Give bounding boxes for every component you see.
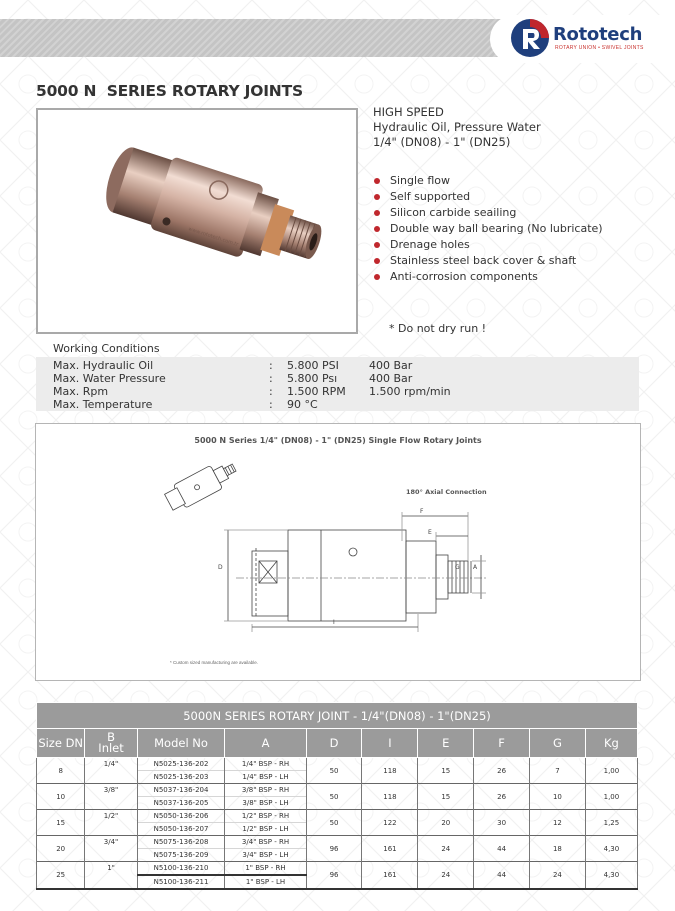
table-row: N5075-136-209 3/4" BSP - LH (37, 849, 638, 862)
feature-item: Anti-corrosion components (374, 269, 603, 285)
col-i: I (362, 729, 418, 758)
col-g: G (530, 729, 586, 758)
bullet-icon (374, 274, 380, 280)
dim-i-label: I (333, 619, 335, 626)
bullet-icon (374, 194, 380, 200)
bullet-icon (374, 226, 380, 232)
spec-table (36, 702, 638, 890)
table-row: 25 1" N5100-136-210 1" BSP - RH 96 161 24 44 24 4,30 (37, 862, 638, 876)
specs-block (373, 105, 541, 150)
rototech-logo-icon (509, 17, 553, 59)
photo-engraving: www.rototech.com.tr (187, 226, 239, 249)
drawing-footnote: * Custom sized manufacturing are available. (170, 660, 259, 665)
table-row: 8 1/4" N5025-136-202 1/4" BSP - RH 50 118 15 26 7 1,00 (37, 758, 638, 771)
table-caption: 5000N SERIES ROTARY JOINT - 1/4"(DN08) - 1"(DN25) (37, 703, 638, 729)
col-inlet: B Inlet (85, 729, 137, 758)
features-list (374, 173, 603, 285)
page-title: 5000 N SERIES ROTARY JOINTS (36, 82, 303, 100)
feature-item: Stainless steel back cover & shaft (374, 253, 603, 269)
table-row: N5037-136-205 3/8" BSP - LH (37, 797, 638, 810)
feature-item: Double way ball bearing (No lubricate) (374, 221, 603, 237)
bullet-icon (374, 258, 380, 264)
dim-f-label: F (420, 508, 424, 515)
bullet-icon (374, 178, 380, 184)
col-d: D (306, 729, 362, 758)
feature-item: Silicon carbide seailing (374, 205, 603, 221)
spec-sizes: 1/4" (DN08) - 1" (DN25) (373, 135, 511, 149)
table-row: N5050-136-207 1/2" BSP - LH (37, 823, 638, 836)
col-size: Size DN (37, 729, 85, 758)
dry-run-note: * Do not dry run ! (389, 322, 487, 335)
feature-item: Self supported (374, 189, 603, 205)
feature-item: Drenage holes (374, 237, 603, 253)
rotary-joint-drawing (36, 424, 640, 680)
technical-drawing (35, 423, 641, 681)
table-row: N5025-136-203 1/4" BSP - LH (37, 771, 638, 784)
axial-connection-label: 180° Axial Connection (406, 488, 487, 496)
spec-media: Hydraulic Oil, Pressure Water (373, 120, 541, 134)
wc-row-temperature: Max. Temperature : 90 °C (53, 398, 318, 411)
col-model: Model No (137, 729, 225, 758)
table-row: 20 3/4" N5075-136-208 3/4" BSP - RH 96 161 24 44 18 4,30 (37, 836, 638, 849)
col-a: A (225, 729, 306, 758)
wc-row-hydraulic: Max. Hydraulic Oil : 5.800 PSI 400 Bar (53, 359, 413, 372)
wc-row-rpm: Max. Rpm : 1.500 RPM 1.500 rpm/min (53, 385, 451, 398)
brand-name: Rototech (553, 24, 643, 45)
dim-a-label: A (473, 564, 478, 571)
dim-d-label: D (218, 564, 223, 571)
spec-speed: HIGH SPEED (373, 105, 444, 119)
table-row: N5100-136-211 1" BSP - LH (37, 875, 638, 889)
col-e: E (418, 729, 474, 758)
feature-item: Single flow (374, 173, 603, 189)
product-photo-frame (36, 108, 358, 334)
brand-tagline: ROTARY UNION • SWIVEL JOINTS (555, 45, 644, 51)
dim-e-label: E (428, 529, 432, 536)
dim-g-label: G (455, 564, 460, 571)
working-conditions-grid (36, 357, 639, 411)
working-conditions-title: Working Conditions (53, 342, 160, 355)
col-kg: Kg (585, 729, 637, 758)
wc-row-water: Max. Water Pressure : 5.800 Psı 400 Bar (53, 372, 413, 385)
drawing-title: 5000 N Series 1/4" (DN08) - 1" (DN25) Single Flow Rotary Joints (194, 436, 482, 445)
bullet-icon (374, 210, 380, 216)
col-f: F (474, 729, 530, 758)
table-row: 15 1/2" N5050-136-206 1/2" BSP - RH 50 122 20 30 12 1,25 (37, 810, 638, 823)
table-row: 10 3/8" N5037-136-204 3/8" BSP - RH 50 118 15 26 10 1,00 (37, 784, 638, 797)
rotary-joint-photo (38, 110, 356, 332)
bullet-icon (374, 242, 380, 248)
